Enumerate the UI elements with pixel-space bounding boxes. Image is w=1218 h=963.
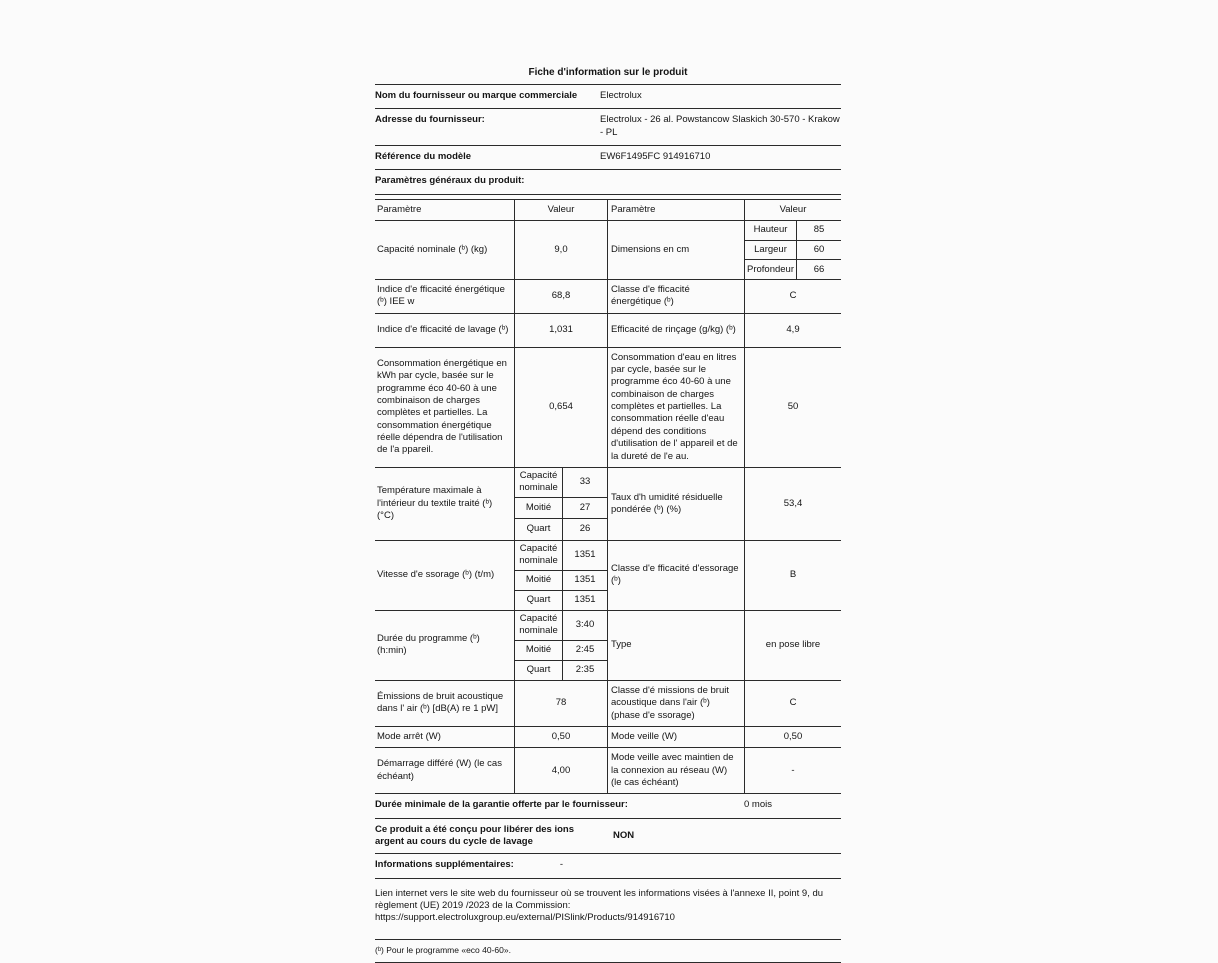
dimensions-subtable: [745, 221, 841, 279]
temperature-rated-label: Capacité nominale: [515, 468, 563, 497]
temperature-row-rated: [515, 468, 607, 498]
header-value-right: Valeur: [779, 203, 807, 215]
table-row-spin-speed: [375, 541, 841, 611]
temperature-subtable: [515, 468, 608, 540]
supplier-address-value: Electrolux - 26 al. Powstancow Slaskich 30-570 - Krakow - PL: [600, 114, 840, 138]
dimension-width-label: Largeur: [745, 241, 797, 260]
energy-consumption-value: 0,654: [515, 348, 608, 467]
warranty-label: Durée minimale de la garantie offerte par le fournisseur:: [375, 799, 628, 811]
spin-speed-row-quarter: [515, 591, 607, 610]
silver-ions-value: NON: [613, 829, 635, 841]
dimension-row-depth: [745, 260, 841, 279]
dimension-width-value: 60: [813, 243, 825, 255]
table-row-consumption: [375, 348, 841, 468]
header-param-right: Paramètre: [608, 200, 745, 220]
spin-speed-rated-value: 1351: [574, 549, 596, 561]
dimension-row-height: [745, 221, 841, 241]
supplier-address-row: [375, 109, 841, 146]
table-row-temperature: [375, 468, 841, 541]
residual-humidity-value: 53,4: [783, 497, 803, 509]
noise-class-value: C: [789, 697, 797, 709]
capacity-value: 9,0: [515, 221, 608, 279]
spin-class-param: Classe d'e fficacité d'essorage (ᵇ): [608, 541, 745, 610]
additional-info-value: -: [559, 859, 564, 871]
table-row-noise: [375, 681, 841, 727]
duration-row-rated: [515, 611, 607, 641]
program-duration-subtable: [515, 611, 608, 680]
delayed-start-value: 4,00: [515, 748, 608, 793]
supplier-website-link-paragraph: Lien internet vers le site web du fournisseur où se trouvent les informations visées à l'annexe II, point 9, du règlement (UE) 2019 /2023 de la Commission: https://support.electroluxgroup.eu/external/PISlink/Products/914916710: [375, 887, 824, 924]
water-consumption-value: 50: [787, 401, 799, 413]
header-value-left: Valeur: [515, 200, 608, 220]
additional-info-label: Informations supplémentaires:: [375, 859, 514, 871]
residual-humidity-param: Taux d'h umidité résiduelle pondérée (ᵇ) (%): [608, 468, 745, 540]
silver-ions-label: Ce produit a été conçu pour libérer des ions argent au cours du cycle de lavage: [375, 823, 575, 847]
noise-param: Émissions de bruit acoustique dans l' air (ᵇ) [dB(A) re 1 pW]: [375, 681, 515, 726]
footnote: (ᵇ) Pour le programme «eco 40-60».: [375, 939, 841, 963]
duration-rated-value: 3:40: [575, 619, 595, 631]
table-row-capacity: [375, 221, 841, 280]
warranty-value: 0 mois: [744, 799, 772, 811]
duration-quarter-label: Quart: [515, 661, 563, 680]
general-parameters-header: Paramètres généraux du produit:: [375, 170, 841, 194]
spin-speed-subtable: [515, 541, 608, 610]
energy-class-value: C: [789, 290, 797, 302]
warranty-row: [375, 794, 841, 818]
spin-speed-half-value: 1351: [574, 573, 596, 585]
temperature-rated-value: 33: [579, 476, 591, 488]
rinse-efficiency-value: 4,9: [786, 324, 800, 336]
supplier-address-label: Adresse du fournisseur:: [375, 114, 485, 126]
networked-standby-param: Mode veille avec maintien de la connexion au réseau (W) (le cas échéant): [608, 748, 745, 793]
dimension-depth-value: 66: [813, 263, 825, 275]
energy-index-value: 68,8: [515, 280, 608, 313]
standby-mode-param: Mode veille (W): [608, 727, 745, 747]
delayed-start-param: Démarrage différé (W) (le cas échéant): [375, 748, 515, 793]
off-mode-param: Mode arrêt (W): [375, 727, 515, 747]
temperature-row-quarter: [515, 519, 607, 540]
supplier-name-row: [375, 85, 841, 109]
off-mode-value: 0,50: [515, 727, 608, 747]
networked-standby-value: -: [791, 764, 795, 776]
water-consumption-param: Consommation d'eau en litres par cycle, basée sur le programme éco 40-60 à une combinaison de charges complètes et partielles. La consommation réelle d'eau dépend des conditions d'utilisation de l' appareil et de la dureté de l'e au.: [608, 348, 745, 467]
duration-row-half: [515, 641, 607, 661]
dimension-height-value: 85: [813, 224, 825, 236]
dimension-height-label: Hauteur: [745, 221, 797, 240]
type-param: Type: [608, 611, 745, 680]
table-row-program-duration: [375, 611, 841, 681]
temperature-quarter-label: Quart: [515, 519, 563, 540]
additional-info-row: [375, 854, 841, 878]
table-row-off-mode: [375, 727, 841, 748]
temperature-quarter-value: 26: [579, 523, 591, 535]
rinse-efficiency-param: Efficacité de rinçage (g/kg) (ᵇ): [608, 314, 745, 347]
silver-ions-row: [375, 819, 841, 855]
table-row-energy-index: [375, 280, 841, 314]
dimensions-param: Dimensions en cm: [608, 221, 745, 279]
supplier-name-value: Electrolux: [600, 90, 642, 101]
sheet-title: Fiche d'information sur le produit: [375, 62, 841, 85]
header-param-left: Paramètre: [375, 200, 515, 220]
duration-rated-label: Capacité nominale: [515, 611, 563, 640]
energy-consumption-param: Consommation énergétique en kWh par cycle, basée sur le programme éco 40-60 à une combinaison de charges complètes et partielles. La consommation énergétique réelle dépendra de l'utilisation de l'a ppareil.: [375, 348, 515, 467]
wash-index-param: Indice d'e fficacité de lavage (ᵇ): [375, 314, 515, 347]
spin-speed-quarter-value: 1351: [574, 594, 596, 606]
model-reference-row: [375, 146, 841, 170]
type-value: en pose libre: [765, 639, 821, 651]
spin-speed-quarter-label: Quart: [515, 591, 563, 610]
dimension-depth-label: Profondeur: [745, 260, 797, 279]
spin-speed-half-label: Moitié: [515, 571, 563, 590]
duration-quarter-value: 2:35: [575, 664, 595, 676]
temperature-row-half: [515, 498, 607, 520]
program-duration-param: Durée du programme (ᵇ) (h:min): [375, 611, 515, 680]
spin-class-value: B: [789, 569, 797, 581]
model-reference-value: EW6F1495FC 914916710: [600, 151, 711, 163]
standby-mode-value: 0,50: [783, 730, 803, 742]
temperature-param: Température maximale à l'intérieur du textile traité (ᵇ) (°C): [375, 468, 515, 540]
product-information-sheet: [375, 62, 841, 963]
noise-value: 78: [515, 681, 608, 726]
noise-class-param: Classe d'é missions de bruit acoustique dans l'air (ᵇ) (phase d'e ssorage): [608, 681, 745, 726]
parameters-table: [375, 199, 841, 795]
wash-index-value: 1,031: [515, 314, 608, 347]
model-reference-label: Référence du modèle: [375, 151, 472, 163]
temperature-half-label: Moitié: [515, 498, 563, 519]
dimension-row-width: [745, 241, 841, 261]
temperature-half-value: 27: [579, 501, 591, 513]
table-row-wash-index: [375, 314, 841, 348]
energy-class-param: Classe d'e fficacité énergétique (ᵇ): [608, 280, 745, 313]
spin-speed-row-half: [515, 571, 607, 591]
capacity-param: Capacité nominale (ᵇ) (kg): [375, 221, 515, 279]
energy-index-param: Indice d'e fficacité énergétique (ᵇ) IEE w: [375, 280, 515, 313]
table-row-delayed-start: [375, 748, 841, 794]
duration-half-label: Moitié: [515, 641, 563, 660]
spin-speed-row-rated: [515, 541, 607, 571]
duration-row-quarter: [515, 661, 607, 680]
spin-speed-param: Vitesse d'e ssorage (ᵇ) (t/m): [375, 541, 515, 610]
table-header-row: [375, 200, 841, 221]
supplier-name-label: Nom du fournisseur ou marque commerciale: [375, 90, 578, 101]
duration-half-value: 2:45: [575, 643, 595, 655]
spin-speed-rated-label: Capacité nominale: [515, 541, 563, 570]
